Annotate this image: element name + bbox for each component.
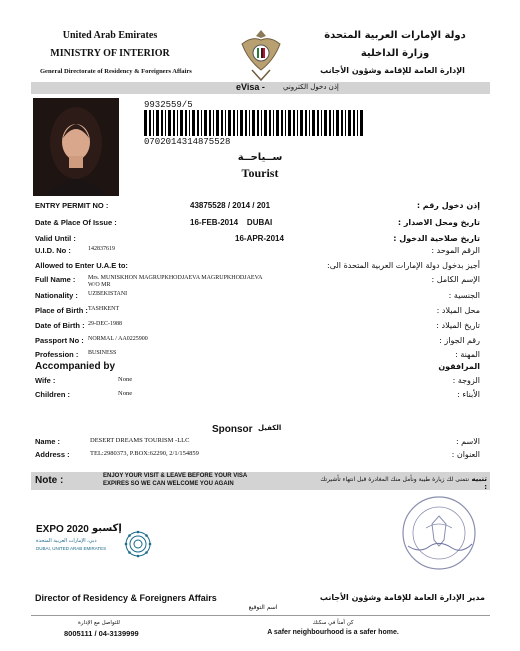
field-label: ENTRY PERMIT NO :: [35, 201, 109, 210]
expo-sub-en: DUBAI, UNITED ARAB EMIRATES: [36, 546, 107, 551]
expo-logo-text: EXPO 2020: [36, 524, 89, 535]
header-ar-country: دولة الإمارات العربية المتحدة: [324, 30, 466, 41]
note-text-line2: EXPIRES SO WE CAN WELCOME YOU AGAIN: [103, 481, 234, 487]
field-label: U.I.D. No :: [35, 246, 71, 255]
evisa-ar-title: إذن دخول الكتروني: [283, 83, 339, 91]
visa-type-ar: ســياحــة: [237, 152, 283, 163]
uae-emblem-icon: [238, 26, 284, 82]
sponsor-ar-label: العنوان :: [451, 450, 480, 459]
field-value: 16-FEB-2014 DUBAI: [190, 218, 273, 227]
note-ar-text: نتمنى لك زيارة طيبة ونأمل منك المغادرة قبل انتهاء تأشيرتك: [320, 476, 469, 483]
sponsor-ar-label: الاسم :: [455, 437, 480, 446]
accompanied-title: Accompanied by: [35, 361, 116, 372]
field-label: Valid Until :: [35, 234, 76, 243]
accompanied-label: Wife :: [35, 376, 56, 385]
accompanied-label: Children :: [35, 390, 70, 399]
expo-emblem-icon: [124, 530, 152, 558]
slogan-en: A safer neighbourhood is a safer home.: [267, 629, 399, 636]
note-bar: [31, 472, 490, 490]
evisa-bar: [31, 82, 490, 94]
field-value: 16-APR-2014: [235, 234, 284, 243]
field-label: Date & Place Of Issue :: [35, 218, 117, 227]
field-value: 29-DEC-1988: [88, 321, 122, 327]
field-label: Profession :: [35, 350, 79, 359]
expo-logo-ar: إكسبو: [92, 523, 122, 534]
sponsor-value: TEL:2980373, P.BOX:62290, 2/1/154859: [90, 450, 199, 457]
signature-ar: اسم التوقيع: [248, 604, 278, 611]
field-label: Allowed to Enter U.A.E to:: [35, 261, 128, 270]
field-value: 142837619: [88, 246, 115, 252]
header-ar-ministry: وزارة الداخلية: [360, 48, 430, 59]
field-ar-label: أجيز بدخول دولة الإمارات العربية المتحدة الى:: [327, 261, 480, 270]
field-value: NORMAL / AA0225900: [88, 336, 148, 342]
sponsor-title: Sponsor: [212, 424, 253, 435]
field-label: Nationality :: [35, 291, 78, 300]
field-value: BUSINESS: [88, 350, 117, 356]
accompanied-ar-title: المرافقون: [438, 362, 480, 371]
accompanied-value: None: [118, 376, 133, 383]
field-label: Place of Birth :: [35, 306, 88, 315]
field-ar-label: الإسم الكامل :: [431, 275, 480, 284]
note-label: Note :: [35, 475, 64, 486]
accompanied-ar-label: الزوجة :: [452, 376, 480, 385]
barcode-icon: [144, 110, 366, 136]
field-label: Full Name :: [35, 275, 76, 284]
barcode-bottom-number: 0702014314875528: [144, 137, 231, 147]
field-value: Mrs. MUNISKHON MAGRUPKHODJAEVA MAGRUPKHODJAEVA W/O MR: [88, 275, 263, 288]
field-ar-label: المهنة :: [455, 350, 480, 359]
field-ar-label: رقم الجواز :: [439, 336, 480, 345]
phones-ar-note: للتواصل مع الإدارة: [78, 620, 120, 626]
header-en-country: United Arab Emirates: [62, 30, 158, 41]
field-value: UZBEKISTANI: [88, 291, 128, 297]
field-value: 43875528 / 2014 / 201: [190, 201, 271, 210]
note-text-line1: ENJOY YOUR VISIT & LEAVE BEFORE YOUR VISA: [103, 473, 248, 479]
sponsor-label: Address :: [35, 450, 70, 459]
field-ar-label: تاريخ الميلاد :: [436, 321, 480, 330]
barcode-top-number: 9932559/5: [144, 100, 193, 110]
sponsor-value: DESERT DREAMS TOURISM -LLC: [90, 437, 190, 444]
field-ar-label: الجنسية :: [448, 291, 480, 300]
accompanied-ar-label: الأبناء :: [457, 390, 480, 399]
sponsor-label: Name :: [35, 437, 61, 446]
field-ar-label: تاريخ ومحل الاصدار :: [397, 218, 480, 227]
slogan-ar: كن آمناً في سكنك: [312, 620, 354, 626]
contact-phones: 8005111 / 04-3139999: [64, 629, 139, 638]
header-en-directorate: General Directorate of Residency & Foreigners Affairs: [40, 68, 192, 75]
evisa-title: eVisa -: [236, 82, 265, 92]
field-ar-label: محل الميلاد :: [436, 306, 480, 315]
field-label: Passport No :: [35, 336, 84, 345]
applicant-photo: [33, 98, 119, 196]
field-ar-label: إذن دخول رقم :: [416, 201, 480, 210]
header-ar-directorate: الإدارة العامة للإقامة وشؤون الأجانب: [320, 66, 465, 75]
footer-divider: [31, 615, 490, 616]
expo-logo: [36, 522, 156, 562]
director-ar: مدير الإدارة العامة للإقامة وشؤون الأجانب: [319, 593, 485, 602]
field-label: Date of Birth :: [35, 321, 85, 330]
official-seal-icon: [400, 494, 478, 572]
header-en-ministry: MINISTRY OF INTERIOR: [50, 48, 170, 59]
field-ar-label: تاريخ صلاحية الدخول :: [393, 234, 480, 243]
director-en: Director of Residency & Foreigners Affairs: [35, 593, 217, 603]
field-ar-label: الرقم الموحد :: [431, 246, 480, 255]
note-ar-label: تنبيه :: [471, 475, 487, 491]
visa-type-en: Tourist: [241, 166, 279, 180]
portrait-image: [33, 98, 119, 196]
expo-sub-ar: دبي، الإمارات العربية المتحدة: [36, 538, 97, 544]
accompanied-value: None: [118, 390, 133, 397]
field-value: TASHKENT: [88, 306, 120, 312]
sponsor-ar-title: الكفيل: [258, 424, 282, 432]
